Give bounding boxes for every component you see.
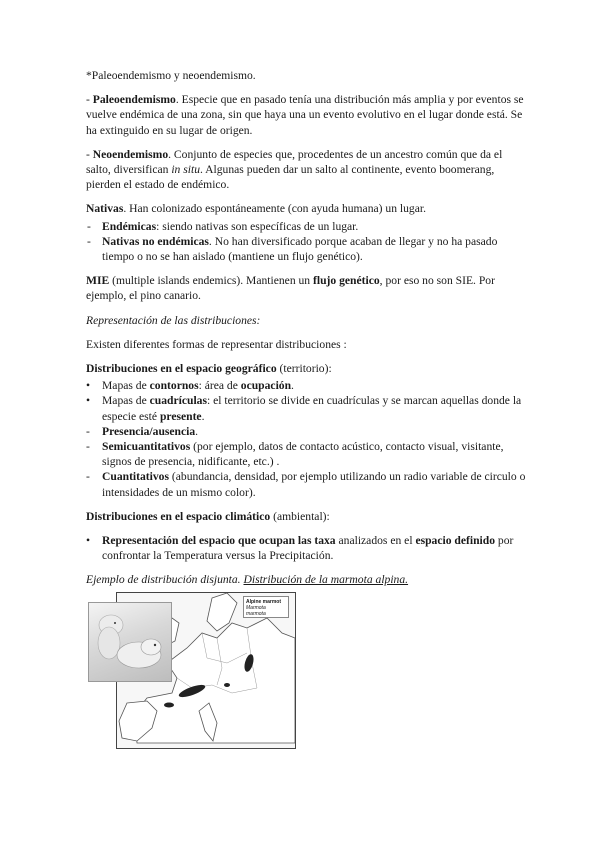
geo-heading: Distribuciones en el espacio geográfico (territorio):	[86, 362, 332, 376]
list-item: • Representación del espacio que ocupan las taxa analizados en el espacio definido por confrontar la Temperatura versus la Precipitación.	[86, 534, 514, 563]
list-item: - Semicuantitativos (por ejemplo, datos de contacto acústico, contacto visual, visitante, signos de presencia, nidificante, etc.) .	[86, 440, 504, 469]
marmot-figure	[86, 592, 301, 747]
paleo-term: Paleoendemismo	[92, 93, 176, 107]
list-item: • Mapas de contornos: área de ocupación.	[86, 379, 294, 393]
figure-caption: Ejemplo de distribución disjunta. Distribución de la marmota alpina.	[86, 573, 409, 587]
mie-paragraph: MIE (multiple islands endemics). Mantienen un flujo genético, por eso no son SIE. Por ejemplo, el pino canario.	[86, 274, 495, 303]
clim-heading: Distribuciones en el espacio climático (ambiental):	[86, 509, 330, 523]
mie-term: MIE	[86, 274, 110, 288]
list-item: • Mapas de cuadrículas: el territorio se divide en cuadrículas y se marcan aquellas donde la especie esté presente.	[86, 394, 522, 423]
clim-list	[86, 533, 526, 563]
list-item: - Presencia/ausencia.	[86, 424, 199, 438]
neo-term: Neoendemismo	[92, 147, 169, 161]
list-item: - Nativas no endémicas. No han diversificado porque acaban de llegar y no ha pasado tiempo o no se han aislado (mantiene un flujo genético).	[87, 234, 498, 264]
document-page	[86, 68, 526, 747]
marmot-photo	[88, 602, 172, 682]
nativas-list	[86, 219, 526, 265]
map-legend: Alpine marmot Marmota marmota	[243, 596, 289, 618]
paleo-paragraph: - Paleoendemismo. Especie que en pasado tenía una distribución más amplia y por eventos se vuelve endémica de una zona, sin que haya una un evento evolutivo en el lugar donde está. Se ha extinguido en su lugar de origen.	[86, 93, 524, 137]
neo-paragraph: - Neoendemismo. Conjunto de especies que, procedentes de un ancestro común que da el salto, diversifican in situ. Algunas pueden dar un salto al continente, evento boomerang, pierden el estado de endémico.	[86, 147, 503, 192]
nativas-term: Nativas	[86, 202, 124, 216]
list-item: - Cuantitativos (abundancia, densidad, por ejemplo utilizando un radio variable de circulo o intensidades de un mismo color).	[86, 470, 526, 499]
heading: *Paleoendemismo y neoendemismo.	[86, 69, 256, 82]
marmot-illustration	[89, 603, 171, 681]
nativas-paragraph: Nativas. Han colonizado espontáneamente (con ayuda humana) un lugar.	[86, 202, 426, 216]
list-item: - Endémicas: siendo nativas son específicas de un lugar.	[87, 219, 359, 233]
section-title: Representación de las distribuciones:	[86, 313, 261, 327]
geo-list	[86, 378, 526, 500]
intro-paragraph: Existen diferentes formas de representar distribuciones :	[86, 337, 347, 351]
